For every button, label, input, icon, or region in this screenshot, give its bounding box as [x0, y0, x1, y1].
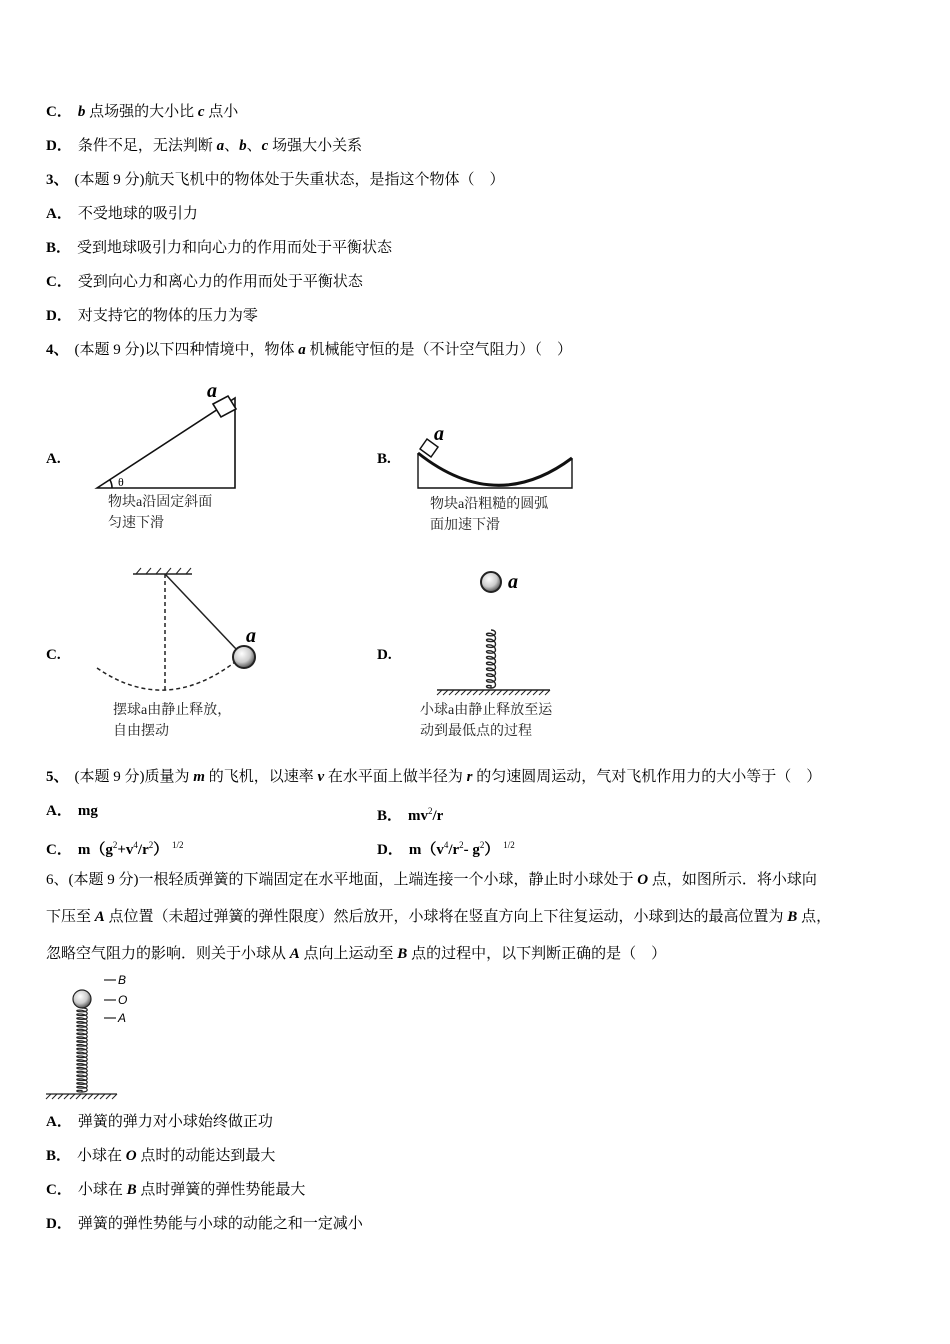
text-segment: 小球在	[77, 1182, 127, 1198]
variable: a	[298, 342, 306, 358]
option-label: A．	[46, 803, 72, 819]
option-text: mg	[77, 803, 98, 819]
caption-line: 摆球a由静止释放，	[113, 703, 232, 718]
fig-a-label: A.	[46, 451, 61, 467]
line-label: 4、	[46, 342, 69, 358]
t: (本题 9 分)一根轻质弹簧的下端固定在水平地面，上端连接一个小球，静止时小球处于	[68, 872, 638, 888]
fig-d-label: D.	[377, 647, 392, 663]
line-label: C．	[46, 1182, 72, 1198]
sup: 1/2	[503, 840, 515, 850]
var-a: a	[434, 423, 444, 445]
fig-b-label: B.	[377, 451, 391, 467]
option-text: mv	[408, 808, 429, 824]
text-segment: (本题 9 分)航天飞机中的物体处于失重状态，是指这个物体（ ）	[74, 172, 505, 188]
text-segment: 小球在	[77, 1148, 126, 1164]
variable: B	[397, 946, 408, 962]
arc-track-figure	[418, 439, 572, 488]
line-label: D．	[46, 138, 72, 154]
variable: A	[94, 909, 105, 925]
var-a: a	[508, 571, 518, 593]
t: m（v	[408, 842, 444, 858]
t: ）	[153, 842, 169, 858]
text-segment: 点时的动能达到最大	[136, 1148, 276, 1164]
label-a: A	[118, 1011, 127, 1025]
text-segment: 对支持它的物体的压力为零	[77, 308, 258, 324]
text-segment: 下压至	[46, 909, 95, 925]
line-label: 5、	[46, 769, 69, 785]
option-label: C．	[46, 842, 72, 858]
sup: 2	[479, 840, 485, 850]
t: /r	[448, 842, 460, 858]
line-label: C．	[46, 274, 72, 290]
variable: v	[317, 769, 325, 785]
text-segment: 的飞机，以速率	[204, 769, 318, 785]
caption-line: 物块a沿固定斜面	[108, 495, 213, 510]
pendulum-figure	[97, 568, 255, 692]
line-label: A．	[46, 206, 72, 222]
text-segment: 的匀速圆周运动，气对飞机作用力的大小等于（ ）	[472, 769, 822, 785]
sup: 2	[428, 806, 433, 816]
sup: 4	[133, 840, 138, 850]
sup: 2	[112, 840, 118, 850]
line-label: D．	[46, 308, 72, 324]
line-label: C．	[46, 104, 72, 120]
caption-line: 物块a沿粗糙的圆弧	[430, 497, 549, 512]
text-segment: 条件不足，无法判断	[77, 138, 217, 154]
variable: A	[289, 946, 300, 962]
text-segment: 弹簧的弹性势能与小球的动能之和一定减小	[77, 1216, 363, 1232]
t: +v	[117, 842, 134, 858]
variable: b	[239, 138, 247, 154]
sup: 2	[459, 840, 464, 850]
sup: 4	[443, 840, 449, 850]
caption-line: 动到最低点的过程	[420, 724, 532, 739]
text-segment: 点向上运动至	[299, 946, 398, 962]
label-b: B	[118, 973, 127, 987]
text-segment: (本题 9 分)以下四种情境中，物体	[74, 342, 299, 358]
text-segment: 点位置（未超过弹簧的弹性限度）然后放开，小球将在竖直方向上下往复运动，小球到达的最高位置为	[104, 909, 788, 925]
text-segment: 在水平面上做半径为	[324, 769, 467, 785]
text-segment: 受到地球吸引力和向心力的作用而处于平衡状态	[77, 240, 393, 256]
option-label: D．	[377, 842, 403, 858]
caption-line: 匀速下滑	[108, 516, 164, 531]
sup: 1/2	[172, 840, 184, 850]
text-segment: (本题 9 分)质量为	[74, 769, 194, 785]
variable: m	[193, 769, 205, 785]
line-label: B．	[46, 1148, 72, 1164]
t: 点，如图所示．将小球向	[648, 872, 817, 888]
text-segment: 点的过程中，以下判断正确的是（ ）	[407, 946, 667, 962]
variable: B	[787, 909, 798, 925]
variable: B	[126, 1182, 137, 1198]
label-o: O	[118, 993, 128, 1007]
caption-line: 面加速下滑	[430, 518, 500, 533]
t: /r	[137, 842, 149, 858]
variable: r	[466, 769, 473, 785]
text-segment: 点场强的大小比	[85, 104, 198, 120]
text-segment: 受到向心力和离心力的作用而处于平衡状态	[77, 274, 363, 290]
var-a: a	[207, 380, 217, 402]
text-segment: 不受地球的吸引力	[77, 206, 198, 222]
variable: c	[197, 104, 205, 120]
spring-ball-figure	[437, 572, 550, 695]
q6-spring-figure	[46, 980, 117, 1099]
t: - g	[463, 842, 480, 858]
variable: O	[125, 1148, 137, 1164]
text-segment: 场强大小关系	[268, 138, 363, 154]
t: m（g	[77, 842, 113, 858]
text-segment: 弹簧的弹力对小球始终做正功	[77, 1114, 273, 1130]
caption-line: 小球a由静止释放至运	[420, 703, 553, 718]
text-segment: 点，	[797, 909, 832, 925]
variable: b	[77, 104, 86, 120]
sup: 2	[148, 840, 154, 850]
option-label: B．	[377, 808, 403, 824]
text-segment: 、	[224, 138, 240, 154]
variable: a	[216, 138, 225, 154]
caption-line: 自由摆动	[113, 724, 169, 739]
option-text: /r	[432, 808, 444, 824]
text-segment: 忽略空气阻力的影响．则关于小球从	[46, 946, 290, 962]
text-segment: 、	[246, 138, 262, 154]
var-a: a	[246, 625, 256, 647]
line-label: 3、	[46, 172, 69, 188]
variable: c	[261, 138, 269, 154]
q-number: 6、	[46, 872, 69, 888]
text-segment: 机械能守恒的是（不计空气阻力）（ ）	[305, 342, 573, 358]
fig-c-label: C.	[46, 647, 61, 663]
text-segment: 点小	[204, 104, 239, 120]
text-segment: 点时弹簧的弹性势能最大	[136, 1182, 306, 1198]
line-label: D．	[46, 1216, 72, 1232]
t: O	[637, 872, 649, 888]
angle-theta: θ	[118, 475, 124, 489]
t: ）	[484, 842, 500, 858]
line-label: B．	[46, 240, 72, 256]
line-label: A．	[46, 1114, 72, 1130]
